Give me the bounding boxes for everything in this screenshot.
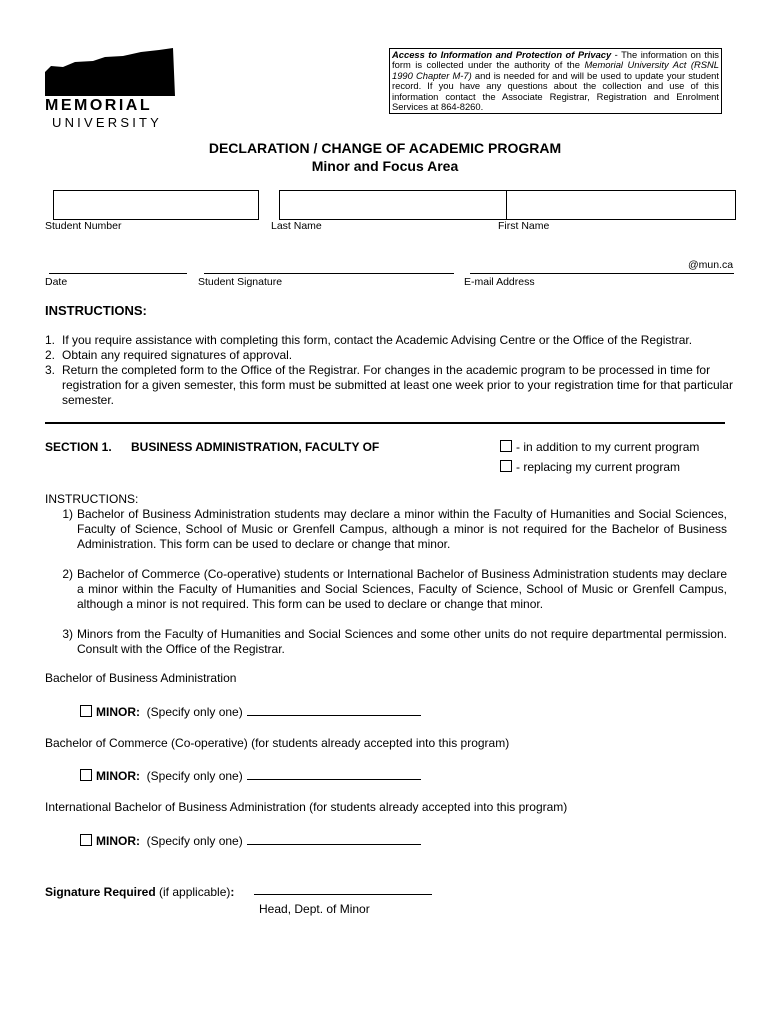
logo-university: UNIVERSITY — [52, 115, 163, 130]
checkbox-in-addition[interactable] — [500, 440, 512, 452]
minor-ibba[interactable]: MINOR: (Specify only one) — [80, 834, 421, 848]
list-item: 3) Minors from the Faculty of Humanities and Social Sciences and some other units do not require departmental permission. Consult with the Office of the Registrar. — [62, 627, 727, 656]
email-suffix: @mun.ca — [688, 259, 734, 271]
list-item: 1. If you require assistance with completing this form, contact the Academic Advising Centre or the Office of the Registrar. — [45, 333, 693, 347]
option-in-addition[interactable]: - in addition to my current program — [500, 440, 699, 454]
section-number: SECTION 1. — [45, 440, 112, 454]
minor-bba[interactable]: MINOR: (Specify only one) — [80, 705, 421, 719]
date-label: Date — [45, 276, 68, 288]
minor-bba-field[interactable] — [247, 705, 421, 716]
section-title: BUSINESS ADMINISTRATION, FACULTY OF — [131, 440, 380, 454]
name-field[interactable] — [279, 190, 736, 220]
name-divider — [506, 190, 507, 220]
minor-ibba-field[interactable] — [247, 834, 421, 845]
section1-instructions-heading: INSTRUCTIONS: — [45, 492, 139, 506]
checkbox-minor-ibba[interactable] — [80, 834, 92, 846]
form-subtitle: Minor and Focus Area — [311, 158, 459, 174]
privacy-notice: Access to Information and Protection of Privacy - The information on this form is collected under the authority of the Memorial University Act (RSNL 1990 Chapter M-7) and is needed for and will be used to update your student record. If you have any questions about the collection and use of this information contact the Associate Registrar, Registration and Enrolment Services at 864-8260. — [389, 48, 722, 114]
signature-label: Student Signature — [198, 276, 283, 288]
option-replacing[interactable]: - replacing my current program — [500, 460, 680, 474]
signer-label: Head, Dept. of Minor — [259, 902, 370, 916]
first-name-label: First Name — [498, 220, 550, 232]
student-number-label: Student Number — [45, 220, 122, 232]
privacy-heading: Access to Information and Protection of Privacy — [392, 49, 612, 60]
minor-bcomm-field[interactable] — [247, 769, 421, 780]
form-title: DECLARATION / CHANGE OF ACADEMIC PROGRAM — [208, 140, 562, 156]
email-label: E-mail Address — [464, 276, 535, 288]
program-bcomm: Bachelor of Commerce (Co-operative) (for students already accepted into this program) — [45, 736, 510, 750]
date-field[interactable] — [49, 273, 187, 274]
instructions-list — [45, 333, 735, 408]
checkbox-minor-bba[interactable] — [80, 705, 92, 717]
section-divider — [45, 422, 725, 424]
email-field[interactable] — [470, 273, 734, 274]
instructions-heading: INSTRUCTIONS: — [45, 303, 147, 318]
list-item: 2) Bachelor of Commerce (Co-operative) students or International Bachelor of Business Administration students may declare a minor within the Faculty of Humanities and Social Sciences, Faculty of Science, School of Music or Grenfell Campus, although a minor is not required. This form can be used to declare or change that minor. — [62, 567, 727, 611]
program-bba: Bachelor of Business Administration — [45, 671, 237, 685]
program-ibba: International Bachelor of Business Administration (for students already accepted into this program) — [45, 800, 568, 814]
section1-instructions — [45, 492, 727, 672]
student-signature-field[interactable] — [204, 273, 454, 274]
student-number-field[interactable] — [53, 190, 259, 220]
head-signature-field[interactable] — [254, 894, 432, 895]
last-name-label: Last Name — [271, 220, 322, 232]
memorial-logo-mark — [45, 48, 175, 96]
checkbox-replacing[interactable] — [500, 460, 512, 472]
list-item: 3. Return the completed form to the Office of the Registrar. For changes in the academic program to be processed in time for registration for a given semester, this form must be submitted at least one week prior to your registration time for that particular semester. — [45, 363, 733, 407]
logo-memorial: MEMORIAL — [45, 97, 153, 114]
checkbox-minor-bcomm[interactable] — [80, 769, 92, 781]
minor-bcomm[interactable]: MINOR: (Specify only one) — [80, 769, 421, 783]
list-item: 1) Bachelor of Business Administration students may declare a minor within the Faculty of Humanities and Social Sciences, Faculty of Science, School of Music or Grenfell Campus, although a minor is not required for the Bachelor of Business Administration. This form can be used to declare or change that minor. — [62, 507, 727, 551]
list-item: 2. Obtain any required signatures of approval. — [45, 348, 293, 362]
signature-required-label: Signature Required (if applicable): — [45, 885, 235, 899]
